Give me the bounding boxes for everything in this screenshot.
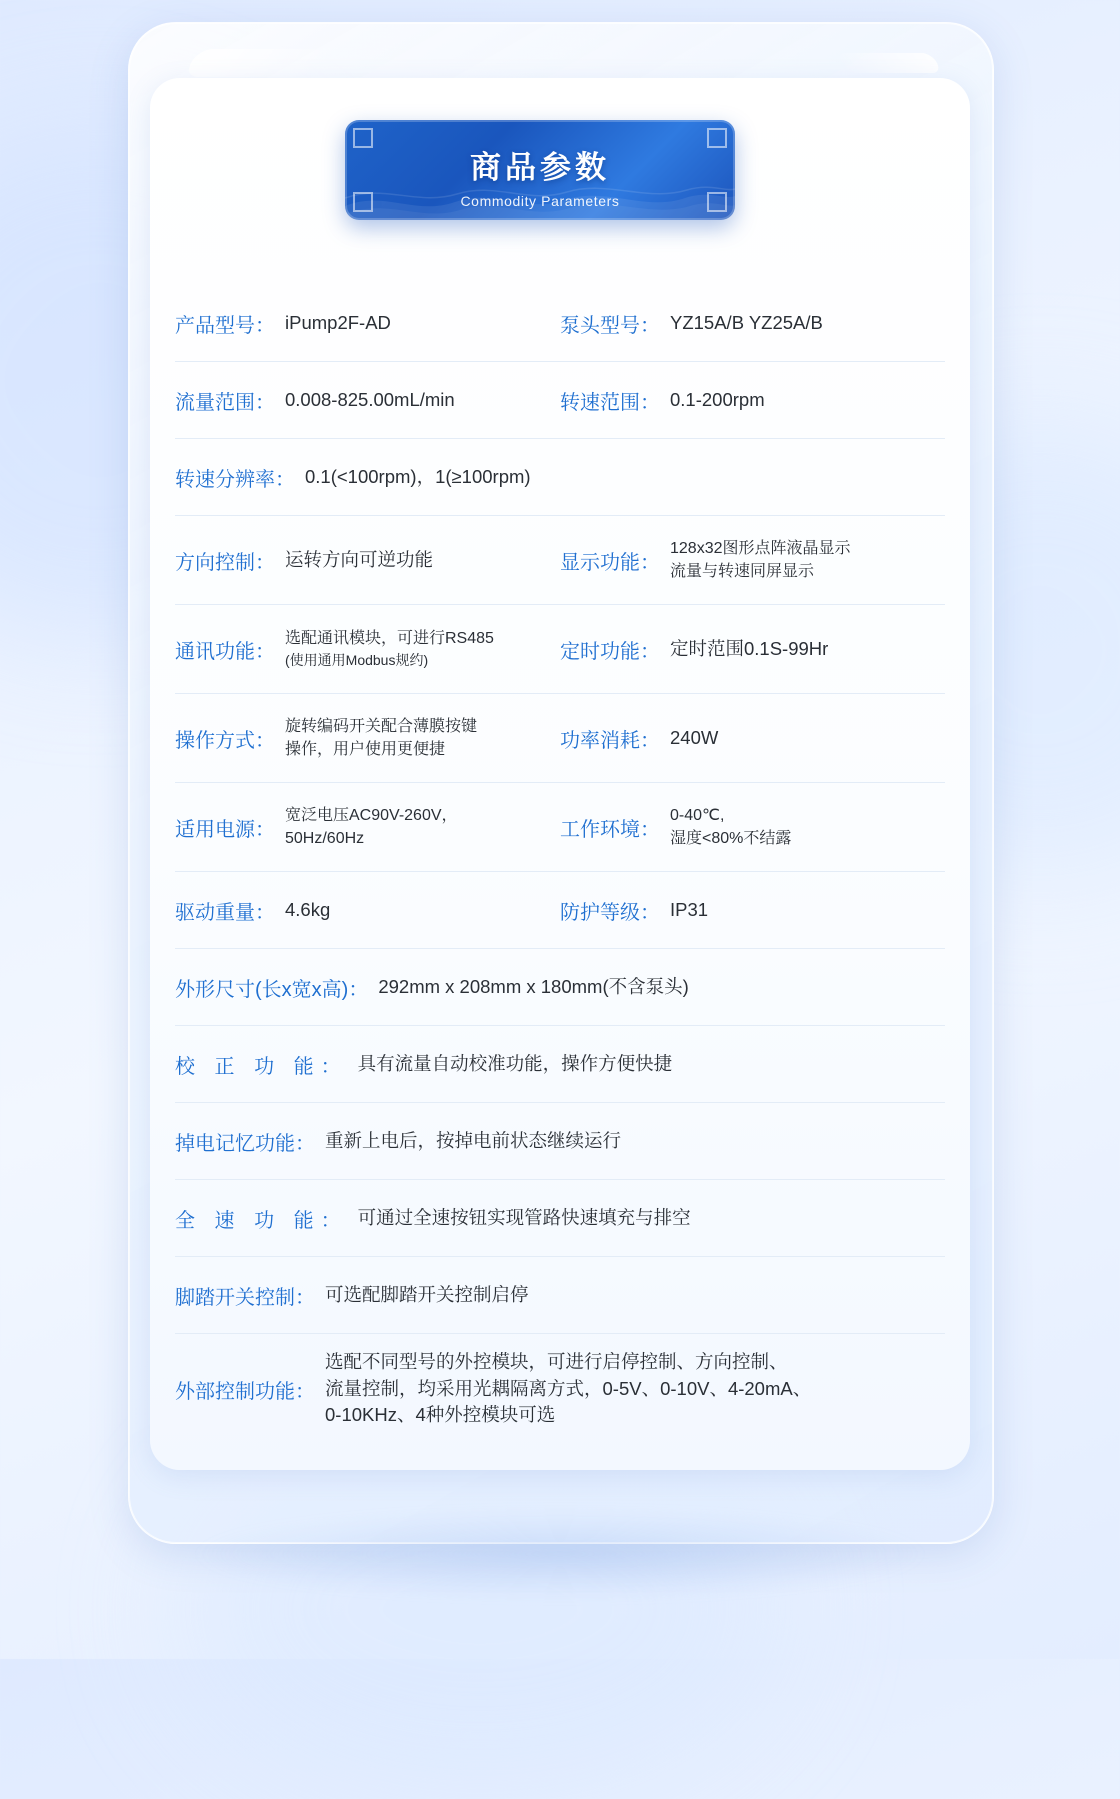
spec-value-line: 选配不同型号的外控模块，可进行启停控制、方向控制、 — [325, 1350, 788, 1372]
table-row — [175, 285, 945, 362]
spec-cell — [175, 362, 560, 438]
spec-value-line: 湿度<80%不结露 — [670, 830, 792, 847]
spec-value-line: 旋转编码开关配合薄膜按键 — [285, 717, 478, 735]
spec-value: 定时范围0.1S-99Hr — [670, 637, 829, 659]
spec-cell — [175, 1180, 945, 1256]
table-row — [175, 362, 945, 439]
spec-value-line: 选配通讯模块，可进行RS485 — [285, 630, 494, 648]
spec-value: 可通过全速按钮实现管路快速填充与排空 — [357, 1206, 691, 1228]
spec-value: 重新上电后，按掉电前状态继续运行 — [325, 1129, 622, 1151]
spec-label: 工作环境： — [560, 818, 660, 841]
spec-value: 0.1(<100rpm)，1(≥100rpm) — [305, 465, 531, 487]
spec-value-line: 0-10KHz、4种外控模块可选 — [325, 1404, 556, 1426]
spec-value — [670, 804, 791, 850]
spec-label: 外形尺寸(长x宽x高)： — [175, 978, 369, 1001]
table-row — [175, 1026, 945, 1103]
spec-label: 定时功能： — [560, 640, 660, 663]
page-title: 商品参数 — [470, 150, 610, 185]
spec-cell — [175, 516, 560, 604]
spec-value — [285, 715, 477, 761]
spec-cell — [175, 1334, 945, 1444]
spec-cell — [175, 285, 560, 361]
spec-value: IP31 — [670, 898, 709, 920]
spec-cell — [175, 1103, 945, 1179]
spec-value: 4.6kg — [285, 898, 331, 920]
spec-label: 校 正 功 能： — [175, 1055, 348, 1078]
spec-label: 适用电源： — [175, 818, 275, 841]
table-row — [175, 949, 945, 1026]
spec-value: 运转方向可逆功能 — [285, 548, 434, 570]
spec-value — [285, 804, 458, 850]
spec-cell — [175, 1026, 945, 1102]
spec-label: 全 速 功 能： — [175, 1209, 348, 1232]
page-title-badge — [345, 120, 735, 220]
spec-value — [670, 537, 851, 583]
spec-cell — [560, 516, 945, 604]
spec-cell — [175, 694, 560, 782]
table-row — [175, 694, 945, 783]
spec-label: 泵头型号： — [560, 314, 660, 337]
spec-cell — [175, 1257, 945, 1333]
panel-bottom-glow — [190, 1509, 930, 1599]
table-row — [175, 439, 945, 516]
spec-label: 防护等级： — [560, 901, 660, 924]
spec-cell — [560, 285, 945, 361]
spec-value: 240W — [670, 726, 719, 748]
spec-cell — [560, 362, 945, 438]
spec-label: 脚踏开关控制： — [175, 1286, 315, 1309]
spec-value: 0.1-200rpm — [670, 388, 765, 410]
spec-value-line: 50Hz/60Hz — [285, 830, 365, 847]
table-row — [175, 516, 945, 605]
spec-value: 具有流量自动校准功能，操作方便快捷 — [357, 1052, 673, 1074]
spec-cell — [175, 872, 560, 948]
page-subtitle: Commodity Parameters — [460, 193, 620, 209]
spec-value-line: 操作，用户使用更便捷 — [285, 741, 446, 758]
spec-cell — [175, 605, 560, 693]
spec-cell — [175, 439, 945, 515]
spec-value-line: 0-40℃, — [670, 806, 725, 824]
spec-label: 转速分辨率： — [175, 468, 295, 491]
spec-value: YZ15A/B YZ25A/B — [670, 311, 823, 333]
spec-value: 0.008-825.00mL/min — [285, 388, 455, 410]
spec-value: iPump2F-AD — [285, 311, 391, 333]
spec-value: 292mm x 208mm x 180mm(不含泵头) — [378, 975, 689, 997]
spec-value-line: 宽泛电压AC90V-260V， — [285, 806, 458, 824]
table-row — [175, 1103, 945, 1180]
spec-cell — [175, 783, 560, 871]
spec-cell — [560, 783, 945, 871]
spec-label: 掉电记忆功能： — [175, 1132, 315, 1155]
spec-value-line: (使用通用Modbus规约) — [285, 652, 429, 669]
table-row — [175, 1180, 945, 1257]
spec-value: 可选配脚踏开关控制启停 — [325, 1283, 529, 1305]
spec-cell — [560, 605, 945, 693]
spec-label: 显示功能： — [560, 551, 660, 574]
spec-value-line: 128x32图形点阵液晶显示 — [670, 539, 851, 557]
spec-cell — [560, 694, 945, 782]
table-row — [175, 872, 945, 949]
spec-value — [285, 627, 494, 670]
spec-label: 外部控制功能： — [175, 1380, 315, 1403]
spec-value-line: 流量与转速同屏显示 — [670, 563, 815, 580]
table-row — [175, 783, 945, 872]
table-row — [175, 1334, 945, 1444]
spec-label: 操作方式： — [175, 729, 275, 752]
spec-label: 驱动重量： — [175, 901, 275, 924]
spec-cell — [560, 872, 945, 948]
spec-label: 通讯功能： — [175, 640, 275, 663]
specification-table — [175, 285, 945, 1444]
spec-label: 转速范围： — [560, 391, 660, 414]
spec-label: 方向控制： — [175, 551, 275, 574]
spec-value — [325, 1349, 811, 1429]
spec-label: 流量范围： — [175, 391, 275, 414]
spec-cell — [175, 949, 945, 1025]
spec-label: 产品型号： — [175, 314, 275, 337]
spec-value-line: 流量控制，均采用光耦隔离方式，0-5V、0-10V、4-20mA、 — [325, 1377, 812, 1399]
spec-label: 功率消耗： — [560, 729, 660, 752]
table-row — [175, 605, 945, 694]
table-row — [175, 1257, 945, 1334]
